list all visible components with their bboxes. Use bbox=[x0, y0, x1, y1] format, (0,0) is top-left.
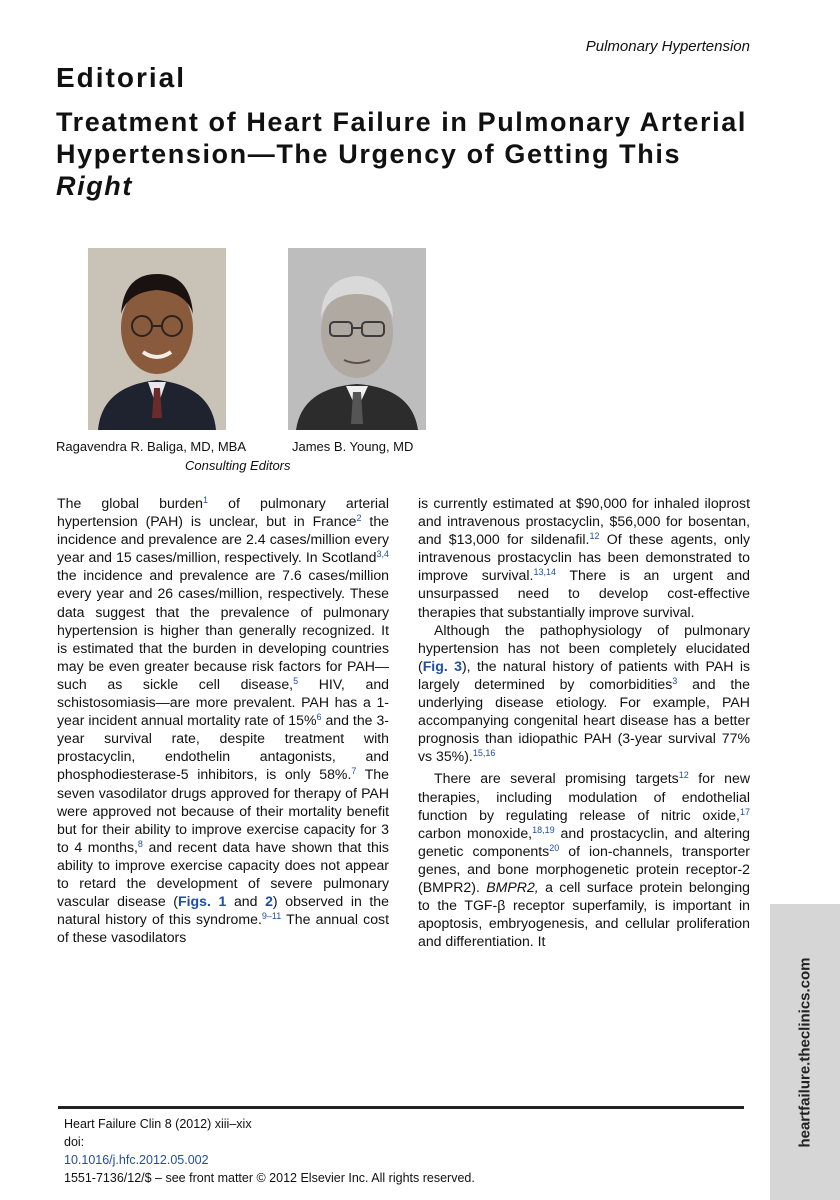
author-photo-baliga bbox=[88, 248, 226, 430]
author-caption-baliga: Ragavendra R. Baliga, MD, MBA bbox=[56, 439, 247, 454]
doi-line: doi: 10.1016/j.hfc.2012.05.002 bbox=[64, 1133, 475, 1169]
ref-link[interactable]: 9–11 bbox=[261, 911, 282, 922]
ref-link[interactable]: 15,16 bbox=[472, 748, 496, 759]
running-head: Pulmonary Hypertension bbox=[585, 38, 750, 55]
ref-link[interactable]: 5 bbox=[293, 675, 299, 686]
copyright: 1551-7136/12/$ – see front matter © 2012 Elsevier Inc. All rights reserved. bbox=[64, 1171, 475, 1185]
ref-link[interactable]: 1 bbox=[203, 495, 209, 505]
footer-divider bbox=[58, 1106, 744, 1109]
author-caption-young: James B. Young, MD bbox=[292, 439, 414, 454]
paragraph: The global burden$^1$ of pulmonary arterial hypertension (PAH) is unclear, but in France$^2$ the incidence and prevalence are 2.4 cases/million every year and 15 cases/million, respectively. In Scotland$^{3,4}$ the incidence and prevalence are 7.6 cases/million every year and 26 cases/million, respectively. These data suggest that the prevalence of pulmonary hypertension is higher than generally recognized. It is estimated that the burden in developing countries may be even greater because risk factors for PAH—such as sickle cell disease,$^5$ HIV, and schistosomiasis—are more prevalent. PAH has a 1-year incident annual mortality rate of 15%$^6$ and the 3-year survival rate, despite treatment with prostacyclin, endothelin antagonists, and phosphodiesterase-5 inhibitors, is only 58%.$^7$ The seven vasodilator drugs approved for therapy of PAH were approved not because of their mortality benefit but for their ability to improve exercise capacity for 3 to 4 months,$^8$ and recent data have shown that this ability to improve exercise capacity does not appear to retard the development of severe pulmonary vascular disease (Figs. 1 and 2) observed in the natural history of this syndrome.$^{9-11}$ The annual cost of these vasodilators bbox=[57, 495, 389, 946]
ref-link[interactable]: 13,14 bbox=[533, 567, 556, 578]
ref-link[interactable]: 3 bbox=[672, 675, 678, 686]
paragraph: Although the pathophysiology of pulmonary hypertension has not been completely elucidated (Fig. 3), the natural history of patients with PAH is largely determined by comorbidities$^3$ and the underlying disease etiology. For example, PAH accompanying congenital heart disease has a better prognosis than idiopathic PAH (3-year survival 77% vs 35%).$^{15,16}$ bbox=[418, 621, 751, 765]
figure-link[interactable]: Figs. 1 bbox=[177, 893, 227, 910]
ref-link[interactable]: 12 bbox=[589, 531, 600, 542]
footer bbox=[64, 1115, 475, 1187]
ref-link[interactable]: 8 bbox=[137, 838, 143, 849]
figure-link[interactable]: Fig. 3 bbox=[422, 657, 462, 674]
ref-link[interactable]: 12 bbox=[678, 770, 689, 781]
ref-link[interactable]: 17 bbox=[739, 806, 750, 817]
paragraph: is currently estimated at $90,000 for inhaled iloprost and intravenous prostacyclin, $56,000 for bosentan, and $13,000 for sildenafil.$^{12}$ Of these agents, only intravenous prostacyclin has been demonstrated to improve survival.$^{13,14}$ There is an urgent and unsurpassed need to develop cost-effective therapies that substantially improve survival. bbox=[418, 495, 750, 620]
author-photo-young bbox=[288, 248, 426, 430]
title-emphasis: Right bbox=[56, 171, 133, 201]
ref-link[interactable]: 7 bbox=[351, 766, 357, 777]
journal-url[interactable]: heartfailure.theclinics.com bbox=[796, 956, 814, 1148]
journal-url-sidebar bbox=[770, 904, 840, 1200]
ref-link[interactable]: 6 bbox=[316, 712, 322, 723]
doi-link[interactable]: 10.1016/j.hfc.2012.05.002 bbox=[64, 1153, 209, 1167]
article-title bbox=[56, 106, 756, 202]
body-column-right bbox=[418, 494, 750, 950]
section-label: Editorial bbox=[56, 62, 187, 93]
title-main: Treatment of Heart Failure in Pulmonary Arterial Hypertension—The Urgency of Getting This bbox=[56, 107, 747, 169]
ref-link[interactable]: 20 bbox=[549, 842, 560, 853]
citation: Heart Failure Clin 8 (2012) xiii–xix bbox=[64, 1117, 252, 1131]
figure-link[interactable]: 2 bbox=[265, 893, 273, 910]
ref-link[interactable]: 2 bbox=[356, 513, 362, 524]
consulting-editors-label: Consulting Editors bbox=[185, 458, 291, 473]
ref-link[interactable]: 3,4 bbox=[376, 549, 389, 560]
body-column-left bbox=[57, 494, 389, 946]
paragraph: There are several promising targets$^{12}$ for new therapies, including modulation of endothelial function by regulating release of nitric oxide,$^{17}$ carbon monoxide,$^{18,19}$ and prostacyclin, and altering genetic components$^{20}$ of ion-channels, transporter genes, and bone morphogenetic protein receptor-2 (BMPR2). BMPR2, a cell surface protein belonging to the TGF-β receptor superfamily, is important in apoptosis, embryogenesis, and cellular proliferation and differentiation. It bbox=[418, 770, 750, 950]
ref-link[interactable]: 18,19 bbox=[532, 824, 555, 835]
